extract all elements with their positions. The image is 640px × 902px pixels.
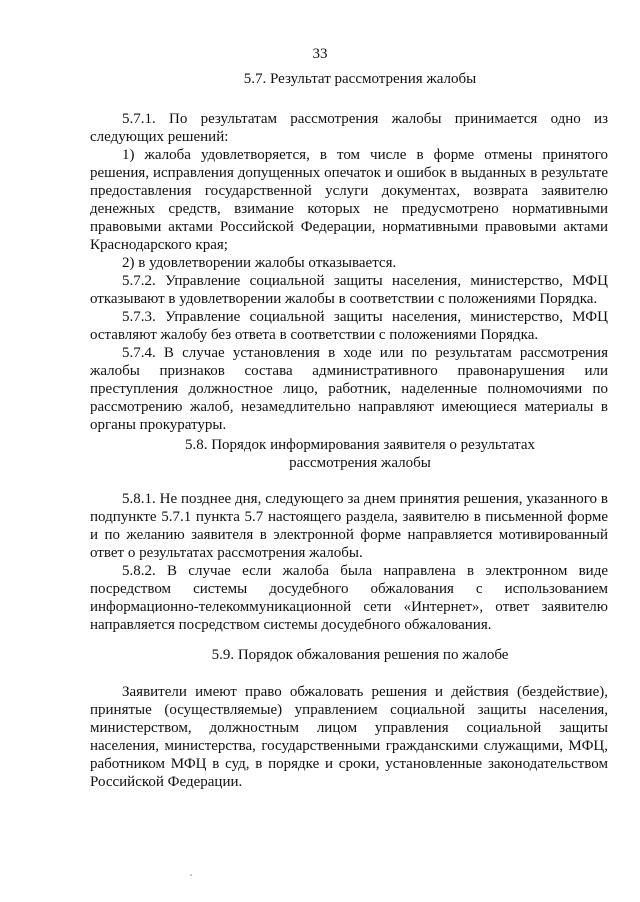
paragraph-5-8-1: 5.8.1. Не позднее дня, следующего за днем принятия решения, указанного в подпункте 5.7.1 пункта 5.7 настоящего раздела, заявителю в письменной форме и по желанию заявителя в электронной форме направляется мотивированный ответ о результатах рассмотрения жалобы. (90, 491, 608, 561)
paragraph-5-7-1-item-2: 2) в удовлетворении жалобы отказывается. (122, 255, 397, 271)
section-5-8-title (90, 436, 630, 472)
section-5-8-body (90, 490, 608, 634)
paragraph-5-7-3: 5.7.3. Управление социальной защиты населения, министерство, МФЦ оставляют жалобу без ответа в соответствии с положениями Порядка. (90, 309, 608, 343)
paragraph-5-7-2: 5.7.2. Управление социальной защиты населения, министерство, МФЦ отказывают в удовлетворении жалобы в соответствии с положениями Порядка. (90, 273, 608, 307)
paragraph-5-9: Заявители имеют право обжаловать решения и действия (бездействие), принятые (осуществляемые) управлением социальной защиты населения, министерством, должностным лицом управления социальной защиты населения, министерства, государственными гражданскими служащими, МФЦ, работником МФЦ в суд, в порядке и сроки, установленные законодательством Российской Федерации. (90, 684, 608, 790)
section-5-8-title-line-2: рассмотрения жалобы (289, 455, 431, 471)
paragraph-5-8-2: 5.8.2. В случае если жалоба была направлена в электронном виде посредством системы досудебного обжалования с использованием информационно-телекоммуникационной сети «Интернет», ответ заявителю направляется посредством системы досудебного обжалования. (90, 563, 608, 633)
paragraph-5-7-4: 5.7.4. В случае установления в ходе или по результатам рассмотрения жалобы признаков состава административного правонарушения или преступления должностное лицо, работник, наделенные полномочиями по рассмотрению жалоб, незамедлительно направляют имеющиеся материалы в органы прокуратуры. (90, 345, 608, 433)
section-5-9-body (90, 683, 608, 791)
page-number: 33 (312, 46, 328, 62)
paragraph-5-7-1-item-1: 1) жалоба удовлетворяется, в том числе в форме отмены принятого решения, исправления допущенных опечаток и ошибок в выданных в результате предоставления государственной услуги документах, возврата заявителю денежных средств, взимание которых не предусмотрено нормативными правовыми актами Российской Федерации, нормативными правовыми актами Краснодарского края; (90, 147, 608, 253)
section-5-7-body (90, 110, 608, 434)
scan-speck (190, 874, 192, 876)
section-5-7-title: 5.7. Результат рассмотрения жалобы (243, 71, 477, 87)
paragraph-5-7-1: 5.7.1. По результатам рассмотрения жалобы принимается одно из следующих решений: (90, 111, 608, 145)
section-5-8-title-line-1: 5.8. Порядок информирования заявителя о результатах (184, 437, 536, 453)
section-5-9-title: 5.9. Порядок обжалования решения по жалобе (211, 647, 509, 663)
